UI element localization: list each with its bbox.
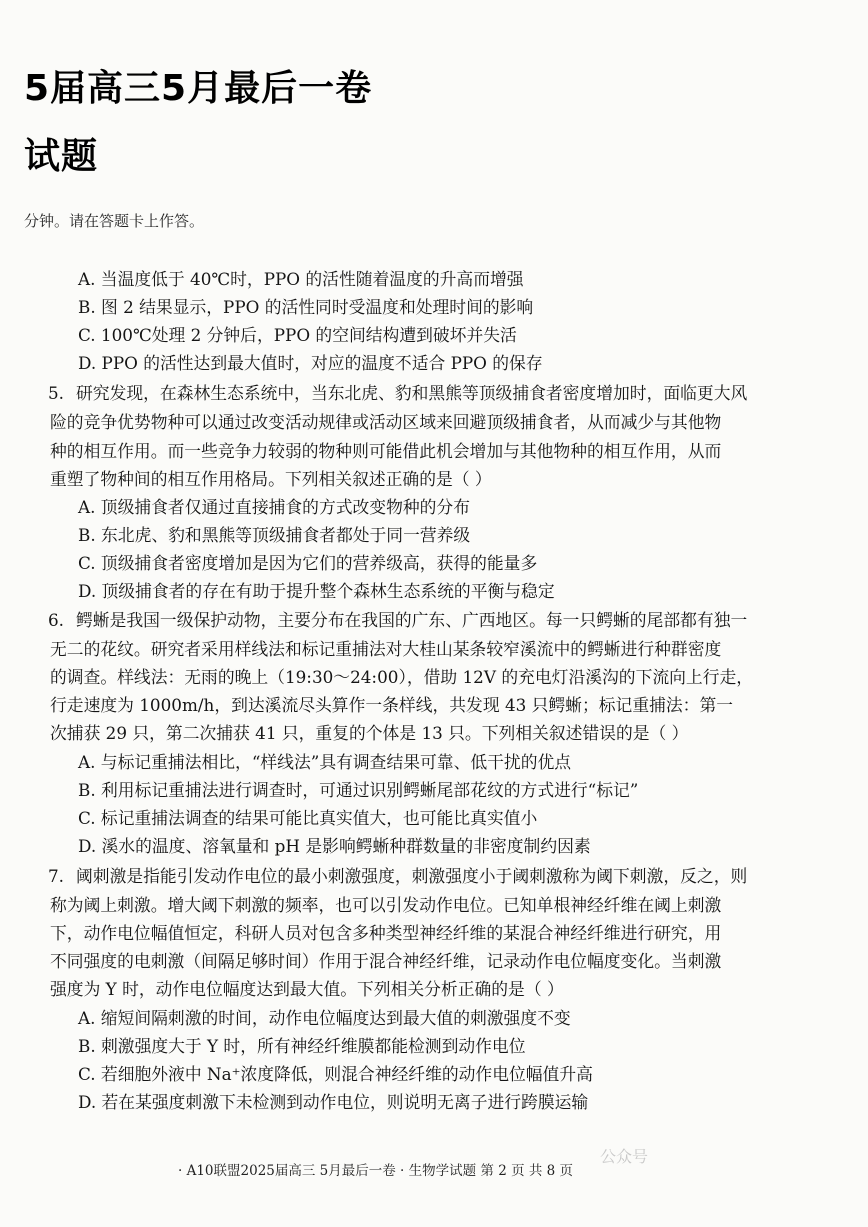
q4-option-b: B. 图 2 结果显示，PPO 的活性同时受温度和处理时间的影响 bbox=[78, 297, 534, 317]
q7-option-a: A. 缩短间隔刺激的时间，动作电位幅度达到最大值的刺激强度不变 bbox=[78, 1008, 571, 1028]
q4-option-d: D. PPO 的活性达到最大值时，对应的温度不适合 PPO 的保存 bbox=[78, 353, 543, 373]
q4-option-c: C. 100℃处理 2 分钟后，PPO 的空间结构遭到破坏并失活 bbox=[78, 325, 517, 345]
q7-stem-line: 不同强度的电刺激（间隔足够时间）作用于混合神经纤维，记录动作电位幅度变化。当刺激 bbox=[50, 951, 722, 971]
q6-option-d: D. 溪水的温度、溶氧量和 pH 是影响鳄蜥种群数量的非密度制约因素 bbox=[78, 836, 591, 856]
q7-stem-line: 称为阈上刺激。增大阈下刺激的频率，也可以引发动作电位。已知单根神经纤维在阈上刺激 bbox=[50, 895, 722, 915]
q6-stem-line: 无二的花纹。研究者采用样线法和标记重捕法对大桂山某条较窄溪流中的鳄蜥进行种群密度 bbox=[50, 639, 722, 659]
q5-number: 5. bbox=[48, 383, 65, 403]
q6-stem-line: 鳄蜥是我国一级保护动物，主要分布在我国的广东、广西地区。每一只鳄蜥的尾部都有独一 bbox=[76, 610, 748, 630]
q6-option-a: A. 与标记重捕法相比，“样线法”具有调查结果可靠、低干扰的优点 bbox=[78, 752, 572, 772]
q5-option-b: B. 东北虎、豹和黑熊等顶级捕食者都处于同一营养级 bbox=[78, 525, 471, 545]
exam-subtitle: 试题 bbox=[24, 136, 99, 177]
q6-number: 6. bbox=[48, 610, 65, 630]
q6-stem-line: 行走速度为 1000m/h，到达溪流尽头算作一条样线，共发现 43 只鳄蜥；标记重捕法：第一 bbox=[50, 695, 734, 715]
q5-option-a: A. 顶级捕食者仅通过直接捕食的方式改变物种的分布 bbox=[78, 497, 470, 517]
page-footer: · A10联盟2025届高三 5月最后一卷 · 生物学试题 第 2 页 共 8 页 bbox=[178, 1163, 574, 1179]
exam-title: 5届高三5月最后一卷 bbox=[24, 68, 373, 109]
q6-option-b: B. 利用标记重捕法进行调查时，可通过识别鳄蜥尾部花纹的方式进行“标记” bbox=[78, 780, 639, 800]
watermark: 公众号 bbox=[600, 1147, 649, 1166]
exam-instruction: 分钟。请在答题卡上作答。 bbox=[24, 212, 205, 230]
q7-number: 7. bbox=[48, 866, 65, 886]
q6-stem-line: 次捕获 29 只，第二次捕获 41 只，重复的个体是 13 只。下列相关叙述错误的是（ ） bbox=[50, 723, 689, 743]
q5-option-d: D. 顶级捕食者的存在有助于提升整个森林生态系统的平衡与稳定 bbox=[78, 581, 555, 601]
q6-stem-line: 的调查。样线法：无雨的晚上（19:30～24:00），借助 12V 的充电灯沿溪沟的下流向上行走， bbox=[50, 667, 754, 687]
q5-stem-line: 险的竞争优势物种可以通过改变活动规律或活动区域来回避顶级捕食者，从而减少与其他物 bbox=[50, 412, 722, 432]
q7-option-d: D. 若在某强度刺激下未检测到动作电位，则说明无离子进行跨膜运输 bbox=[78, 1092, 589, 1112]
q5-stem-line: 种的相互作用。而一些竞争力较弱的物种则可能借此机会增加与其他物种的相互作用，从而 bbox=[50, 441, 722, 461]
q7-option-c: C. 若细胞外液中 Na⁺浓度降低，则混合神经纤维的动作电位幅值升高 bbox=[78, 1064, 593, 1084]
q4-option-a: A. 当温度低于 40℃时，PPO 的活性随着温度的升高而增强 bbox=[78, 269, 524, 289]
q5-stem-line: 研究发现，在森林生态系统中，当东北虎、豹和黑熊等顶级捕食者密度增加时，面临更大风 bbox=[76, 383, 748, 403]
q7-option-b: B. 刺激强度大于 Y 时，所有神经纤维膜都能检测到动作电位 bbox=[78, 1036, 526, 1056]
q7-stem-line: 强度为 Y 时，动作电位幅度达到最大值。下列相关分析正确的是（ ） bbox=[50, 979, 564, 999]
q7-stem-line: 下，动作电位幅值恒定，科研人员对包含多种类型神经纤维的某混合神经纤维进行研究，用 bbox=[50, 923, 722, 943]
q6-option-c: C. 标记重捕法调查的结果可能比真实值大，也可能比真实值小 bbox=[78, 808, 538, 828]
q5-stem-line: 重塑了物种间的相互作用格局。下列相关叙述正确的是（ ） bbox=[50, 469, 492, 489]
q5-option-c: C. 顶级捕食者密度增加是因为它们的营养级高，获得的能量多 bbox=[78, 553, 538, 573]
q7-stem-line: 阈刺激是指能引发动作电位的最小刺激强度，刺激强度小于阈刺激称为阈下刺激，反之，则 bbox=[76, 866, 748, 886]
